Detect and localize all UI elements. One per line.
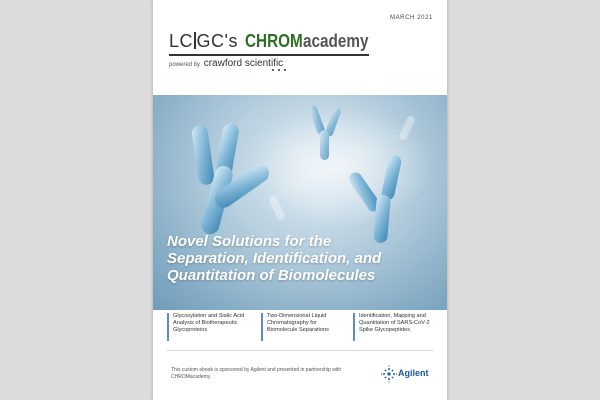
logo-gc: GC's [196, 31, 238, 51]
chromacademy-logo [169, 31, 380, 53]
crawford-scientific-brand: crawford scientific [203, 58, 284, 69]
headline-line: Quantitation of Biomolecules [167, 267, 376, 284]
headline-line: Separation, Identification, and [167, 250, 382, 267]
article-line: Spike Glycopeptides [359, 327, 410, 333]
article-line: Analysis of Biotherapeutic [173, 320, 238, 326]
antibody-icon [191, 122, 273, 236]
logo-dots-icon [272, 69, 286, 72]
article-item [353, 313, 439, 341]
cover-headline [167, 233, 381, 284]
agilent-wordmark: Agilent [398, 368, 429, 378]
ebook-cover [153, 0, 447, 400]
headline-line: Novel Solutions for the [167, 233, 332, 250]
logo-chrom: CHROM [245, 31, 304, 51]
article-list [167, 313, 439, 341]
logo-academy: academy [303, 31, 369, 51]
article-line: Glycoproteins [173, 327, 208, 333]
footer-divider [167, 350, 433, 351]
powered-by-line [169, 58, 283, 69]
sponsor-line: This custom ebook is sponsored by Agilent and presented in partnership with [171, 367, 342, 373]
logo-separator [194, 32, 196, 49]
article-line: Biomolecule Separations [267, 327, 329, 333]
article-line: Chromatography for [267, 320, 317, 326]
sponsor-line: CHROMacademy. [171, 374, 212, 380]
logo-underline [169, 54, 369, 56]
hero-image [153, 95, 447, 310]
article-line: Quantitation of SARS-CoV-2 [359, 320, 430, 326]
agilent-spark-icon [380, 364, 398, 384]
agilent-logo [380, 364, 442, 384]
article-item [167, 313, 255, 341]
sponsor-statement [171, 367, 361, 381]
article-line: Two-Dimensional Liquid [267, 313, 327, 319]
article-item [261, 313, 349, 341]
logo-lc: LC [169, 31, 194, 51]
article-line: Glycosylation and Sialic Acid [173, 313, 245, 319]
issue-date: MARCH 2021 [389, 15, 433, 21]
powered-by-label: powered by [169, 62, 201, 68]
article-line: Identification, Mapping and [359, 313, 426, 319]
